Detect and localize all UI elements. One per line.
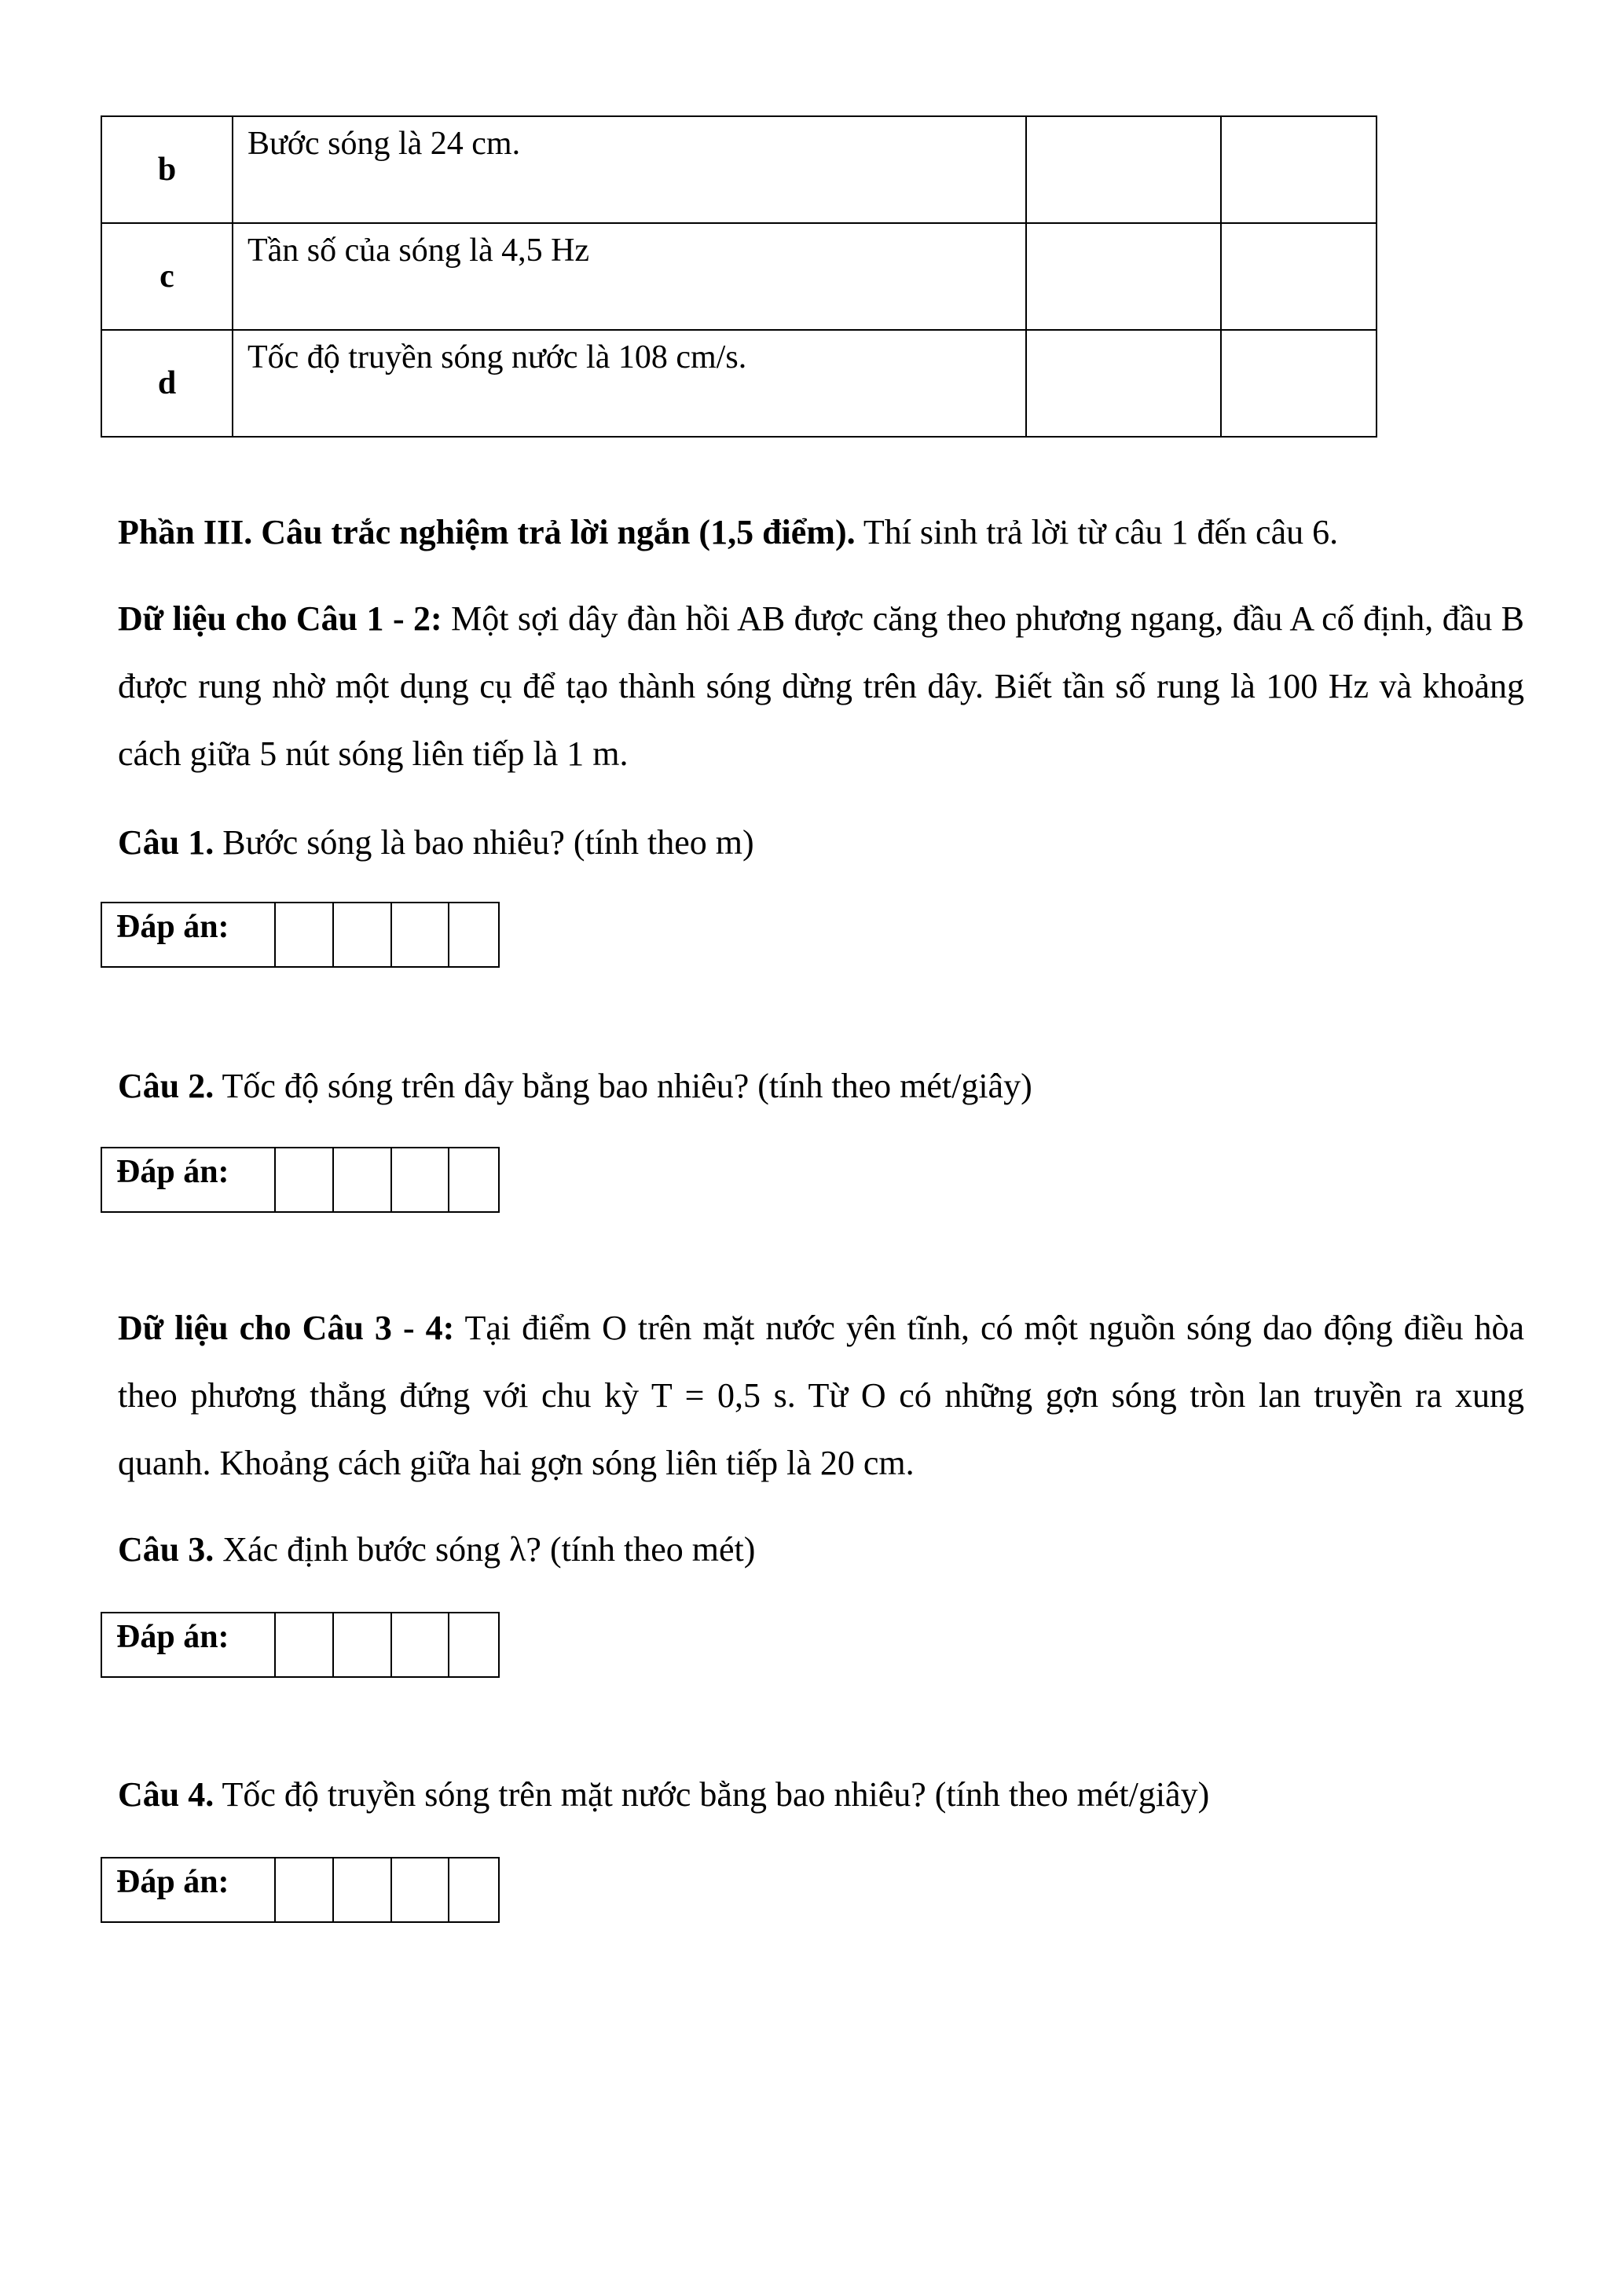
answer-label: Đáp án:	[102, 1148, 276, 1211]
answer-cell[interactable]	[449, 1148, 498, 1211]
data-1-2-text: Một sợi dây đàn hồi AB được căng theo phương ngang, đầu A cố định, đầu B được rung nhờ một dụng cụ để tạo thành sóng dừng trên dây. Biết tần số rung là 100 Hz và khoảng cách giữa 5 nút sóng liên tiếp là 1 m.	[118, 599, 1525, 773]
row-key: b	[101, 116, 233, 223]
answer-cell[interactable]	[276, 1148, 334, 1211]
answer-box-1	[101, 902, 500, 968]
question-2-label: Câu 2.	[118, 1067, 214, 1105]
question-1	[118, 809, 1524, 877]
question-3-text: Xác định bước sóng λ? (tính theo mét)	[222, 1530, 756, 1569]
answer-cell[interactable]	[334, 903, 392, 966]
answer-cell[interactable]	[392, 1148, 450, 1211]
table-row	[101, 223, 1377, 330]
answer-cell[interactable]	[392, 903, 450, 966]
answer-label: Đáp án:	[102, 1858, 276, 1921]
false-answer-cell[interactable]	[1221, 116, 1377, 223]
answer-label: Đáp án:	[102, 1613, 276, 1676]
question-3	[118, 1516, 1524, 1584]
row-statement: Bước sóng là 24 cm.	[233, 116, 1026, 223]
table-row	[101, 330, 1377, 437]
data-1-2-paragraph	[118, 585, 1524, 788]
data-3-4-label: Dữ liệu cho Câu 3 - 4:	[118, 1309, 455, 1347]
question-2-text: Tốc độ sóng trên dây bằng bao nhiêu? (tính theo mét/giây)	[222, 1067, 1032, 1105]
answer-cell[interactable]	[449, 1613, 498, 1676]
true-false-table	[101, 115, 1377, 438]
row-key: c	[101, 223, 233, 330]
true-answer-cell[interactable]	[1026, 330, 1221, 437]
data-3-4-paragraph	[118, 1294, 1524, 1497]
answer-label: Đáp án:	[102, 903, 276, 966]
question-4	[118, 1761, 1524, 1829]
answer-cell[interactable]	[392, 1858, 450, 1921]
part3-heading	[118, 499, 1524, 566]
row-key: d	[101, 330, 233, 437]
answer-cell[interactable]	[392, 1613, 450, 1676]
answer-box-4	[101, 1857, 500, 1923]
answer-cell[interactable]	[276, 1613, 334, 1676]
question-1-label: Câu 1.	[118, 823, 214, 862]
table-row	[101, 116, 1377, 223]
data-3-4-text: Tại điểm O trên mặt nước yên tĩnh, có một nguồn sóng dao động điều hòa theo phương thẳng đứng với chu kỳ T = 0,5 s. Từ O có những gợn sóng tròn lan truyền ra xung quanh. Khoảng cách giữa hai gợn sóng liên tiếp là 20 cm.	[118, 1309, 1524, 1482]
answer-box-3	[101, 1612, 500, 1678]
row-statement: Tốc độ truyền sóng nước là 108 cm/s.	[233, 330, 1026, 437]
false-answer-cell[interactable]	[1221, 330, 1377, 437]
true-answer-cell[interactable]	[1026, 223, 1221, 330]
question-3-label: Câu 3.	[118, 1530, 214, 1569]
answer-box-2	[101, 1147, 500, 1213]
question-4-label: Câu 4.	[118, 1775, 214, 1814]
true-answer-cell[interactable]	[1026, 116, 1221, 223]
answer-cell[interactable]	[449, 903, 498, 966]
question-1-text: Bước sóng là bao nhiêu? (tính theo m)	[222, 823, 754, 862]
false-answer-cell[interactable]	[1221, 223, 1377, 330]
question-2	[118, 1053, 1524, 1120]
answer-cell[interactable]	[276, 1858, 334, 1921]
question-4-text: Tốc độ truyền sóng trên mặt nước bằng bao nhiêu? (tính theo mét/giây)	[222, 1775, 1210, 1814]
answer-cell[interactable]	[449, 1858, 498, 1921]
answer-cell[interactable]	[334, 1858, 392, 1921]
data-1-2-label: Dữ liệu cho Câu 1 - 2:	[118, 599, 442, 638]
part3-title: Phần III. Câu trắc nghiệm trả lời ngắn (1,5 điểm).	[118, 513, 856, 551]
part3-instruction: Thí sinh trả lời từ câu 1 đến câu 6.	[863, 513, 1339, 551]
row-statement: Tần số của sóng là 4,5 Hz	[233, 223, 1026, 330]
answer-cell[interactable]	[334, 1148, 392, 1211]
answer-cell[interactable]	[334, 1613, 392, 1676]
answer-cell[interactable]	[276, 903, 334, 966]
